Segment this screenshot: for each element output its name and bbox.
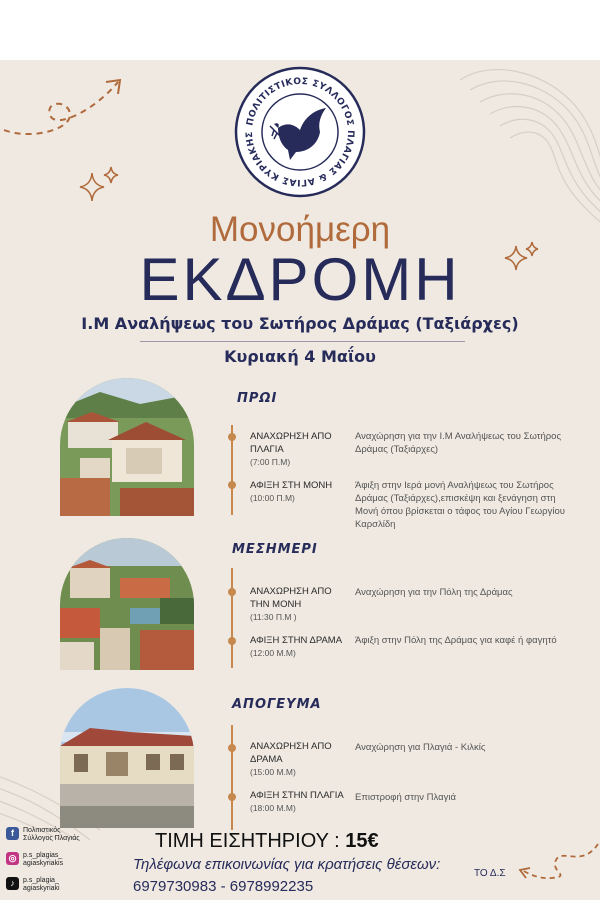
dashed-arrow-decoration xyxy=(512,838,600,888)
event-title: ΑΦΙΞΗ ΣΤΗ ΜΟΝΗ (10:00 Π.Μ) xyxy=(250,479,350,505)
event-description: Επιστροφή στην Πλαγιά xyxy=(355,792,456,803)
timeline-dot xyxy=(228,433,236,441)
instagram-icon: ◎ xyxy=(6,852,19,865)
social-tiktok[interactable]: ♪ p.s_plagia_ agiaskyriaki xyxy=(6,877,126,895)
event-time: (18:00 Μ.Μ) xyxy=(250,803,296,813)
destination-text: Ι.Μ Αναλήψεως του Σωτήρος Δράμας (Ταξιάρχες) xyxy=(81,314,519,333)
timeline-line xyxy=(231,725,233,830)
event-description: Αναχώρηση για την Πόλη της Δράμας xyxy=(355,587,513,598)
timeline-dot xyxy=(228,744,236,752)
association-logo xyxy=(234,66,366,198)
event-description: Άφιξη στην Ιερά μονή Αναλήψεως του Σωτήρος Δράμας (Ταξιάρχες),επισκέψη και ξενάγηση στη Μονή όπου βρίσκεται ο τάφος του Αγίου Γεωργίου Καρσλίδη xyxy=(355,480,565,530)
tiktok-icon: ♪ xyxy=(6,877,19,890)
board-signature: ΤΟ Δ.Σ xyxy=(474,868,506,879)
event-title: ΑΝΑΧΩΡΗΣΗ ΑΠΟ ΠΛΑΓΙΑ (7:00 Π.Μ) xyxy=(250,430,350,469)
sparkle-icon xyxy=(78,165,122,205)
contour-lines-decoration xyxy=(450,60,600,230)
section-title-afternoon: ΑΠΟΓΕΥΜΑ xyxy=(232,697,322,712)
event-description: Άφιξη στην Πόλη της Δράμας για καφέ ή φαγητό xyxy=(355,635,557,646)
event-description: Αναχώρηση για Πλαγιά - Κιλκίς xyxy=(355,742,486,753)
event-title: ΑΦΙΞΗ ΣΤΗΝ ΔΡΑΜΑ (12:00 Μ.Μ) xyxy=(250,634,350,660)
ticket-price: ΤΙΜΗ ΕΙΣΗΤΗΡΙΟΥ : 15€ xyxy=(155,830,379,852)
drama-town-photo xyxy=(60,538,194,670)
facebook-icon: f xyxy=(6,827,19,840)
event-time: (7:00 Π.Μ) xyxy=(250,457,291,467)
divider xyxy=(140,341,465,342)
section-title-morning: ΠΡΩΙ xyxy=(237,391,278,406)
social-instagram[interactable]: ◎ p.s_plagias_ agiaskyriakis xyxy=(6,852,126,870)
timeline-dot xyxy=(228,481,236,489)
event-description: Αναχώρηση για την Ι.Μ Αναλήψεως του Σωτήρος Δράμας (Ταξιάρχες) xyxy=(355,431,562,455)
event-title: ΑΝΑΧΩΡΗΣΗ ΑΠΟ ΤΗΝ ΜΟΝΗ (11:30 Π.Μ ) xyxy=(250,585,350,624)
timeline-line xyxy=(231,568,233,668)
event-time: (15:00 Μ.Μ) xyxy=(250,767,296,777)
event-title: ΑΝΑΧΩΡΗΣΗ ΑΠΟ ΔΡΑΜΑ (15:00 Μ.Μ) xyxy=(250,740,350,779)
monastery-photo xyxy=(60,378,194,516)
trip-title: ΕΚΔΡΟΜΗ xyxy=(139,246,461,313)
event-time: (12:00 Μ.Μ) xyxy=(250,648,296,658)
event-time: (11:30 Π.Μ ) xyxy=(250,612,297,622)
timeline-dot xyxy=(228,637,236,645)
section-title-noon: ΜΕΣΗΜΕΡΙ xyxy=(232,542,318,557)
poster xyxy=(0,60,600,900)
timeline-dot xyxy=(228,588,236,596)
event-time: (10:00 Π.Μ) xyxy=(250,493,295,503)
trip-date: Κυριακή 4 Μαΐου xyxy=(224,347,376,366)
timeline-dot xyxy=(228,793,236,801)
svg-text:ΠΟΛΙΤΙΣΤΙΚΟΣ ΣΥΛΛΟΓΟΣ ΠΛΑΓΙΑΣ: ΠΟΛΙΤΙΣΤΙΚΟΣ ΣΥΛΛΟΓΟΣ ΠΛΑΓΙΑΣ & ΑΓΙΑΣ ΚΥΡΙΑΚΗΣ xyxy=(244,76,356,188)
event-title: ΑΦΙΞΗ ΣΤΗΝ ΠΛΑΓΙΑ (18:00 Μ.Μ) xyxy=(250,789,350,815)
phone-numbers[interactable]: 6979730983 - 6978992235 xyxy=(133,878,314,895)
price-value: 15€ xyxy=(345,830,379,852)
phones-label: Τηλέφωνα επικοινωνίας για κρατήσεις θέσεων: xyxy=(133,856,441,873)
social-facebook[interactable]: f Πολιτιστικός Σύλλογος Πλαγιάς xyxy=(6,827,126,845)
trip-subtitle: Μονοήμερη xyxy=(209,210,391,249)
building-photo xyxy=(60,688,194,828)
dashed-arrow-decoration xyxy=(0,70,130,145)
